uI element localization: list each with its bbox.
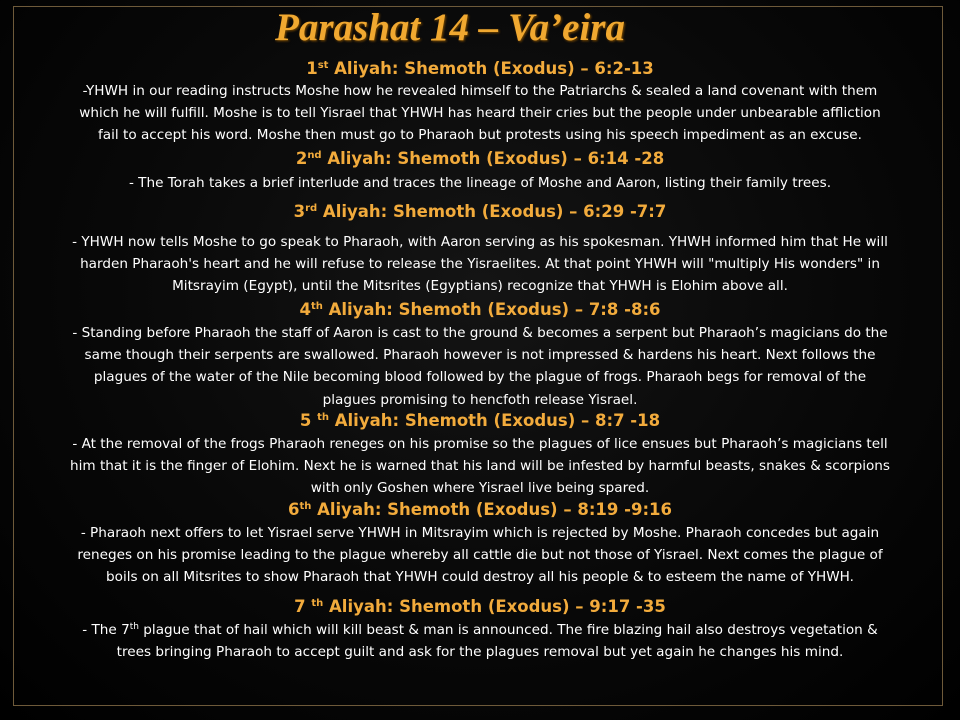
- text-line: same though their serpents are swallowed. Pharaoh however is not impressed & hardens his heart. Next follows the: [84, 347, 876, 364]
- aliyah-6-heading: 6th Aliyah: Shemoth (Exodus) – 8:19 -9:16: [287, 500, 673, 519]
- text-line: - YHWH now tells Moshe to go speak to Pharaoh, with Aaron serving as his spokesman. YHWH informed him that He will: [72, 234, 888, 250]
- aliyah-5-heading: 5 $^{th}$ Aliyah: Shemoth (Exodus) – 8:7 -18: [299, 411, 661, 430]
- text-line: -YHWH in our reading instructs Moshe how he revealed himself to the Patriarchs & sealed a land covenant with them: [82, 83, 878, 99]
- text-line: reneges on his promise leading to the plague whereby all cattle die but not those of Yisrael. Next comes the plague of: [77, 547, 883, 564]
- aliyah-7-text: [22, 619, 938, 663]
- aliyah-3-heading: 3rd Aliyah: Shemoth (Exodus) – 6:29 -7:7: [293, 202, 667, 221]
- text-line: harden Pharaoh's heart and he will refuse to release the Yisraelites. At that point YHWH will "multiply His wonders" in: [80, 256, 880, 273]
- aliyah-2-text: [22, 172, 938, 194]
- aliyah-5-text: [22, 433, 938, 500]
- text-line: trees bringing Pharaoh to accept guilt and ask for the plagues removal but yet again he changes his mind.: [116, 644, 844, 661]
- text-line: - At the removal of the frogs Pharaoh reneges on his promise so the plagues of lice ensues but Pharaoh’s magicians tell: [72, 436, 888, 452]
- text-line: with only Goshen where Yisrael live being spared.: [310, 480, 650, 497]
- text-line: - The 7th plague that of hail which will kill beast & man is announced. The fire blazing hail also destroys vegetation &: [82, 622, 878, 638]
- text-line: fail to accept his word. Moshe then must go to Pharaoh but protests using his speech impediment as an excuse.: [98, 127, 862, 144]
- text-line: plagues of the water of the Nile becoming blood followed by the plague of frogs. Pharaoh begs for removal of the: [93, 369, 867, 386]
- text-line: Mitsrayim (Egypt), until the Mitsrites (Egyptians) recognize that YHWH is Elohim above all.: [172, 278, 788, 295]
- text-line: boils on all Mitsrites to show Pharaoh that YHWH could destroy all his people & to esteem the name of YHWH.: [106, 569, 854, 586]
- page-title: Parashat 14 – Va’eira: [275, 6, 625, 49]
- aliyah-4-text: [22, 322, 938, 411]
- text-line: plagues promising to hencfoth release Yisrael.: [322, 391, 638, 408]
- aliyah-7-heading: 7 $^{th}$ Aliyah: Shemoth (Exodus) – 9:17 -35: [294, 597, 666, 616]
- aliyah-1-text: [22, 80, 938, 147]
- aliyah-2-heading: 2nd Aliyah: Shemoth (Exodus) – 6:14 -28: [295, 149, 665, 168]
- text-line: - Pharaoh next offers to let Yisrael serve YHWH in Mitsrayim which is rejected by Moshe. Pharaoh concedes but again: [80, 525, 880, 541]
- text-line: him that it is the finger of Elohim. Next he is warned that his land will be infested by harmful beasts, snakes & scorpions: [70, 458, 890, 475]
- text-line: - The Torah takes a brief interlude and traces the lineage of Moshe and Aaron, listing their family trees.: [128, 175, 832, 191]
- aliyah-6-text: [22, 522, 938, 589]
- aliyah-1-heading: 1st Aliyah: Shemoth (Exodus) – 6:2-13: [306, 59, 654, 78]
- text-line: - Standing before Pharaoh the staff of Aaron is cast to the ground & becomes a serpent but Pharaoh’s magicians do the: [72, 325, 888, 341]
- aliyah-4-heading: 4th Aliyah: Shemoth (Exodus) – 7:8 -8:6: [299, 300, 661, 319]
- aliyah-3-text: [22, 231, 938, 298]
- text-line: which he will fulfill. Moshe is to tell Yisrael that YHWH has heard their cries but the people under unbearable affliction: [79, 105, 881, 122]
